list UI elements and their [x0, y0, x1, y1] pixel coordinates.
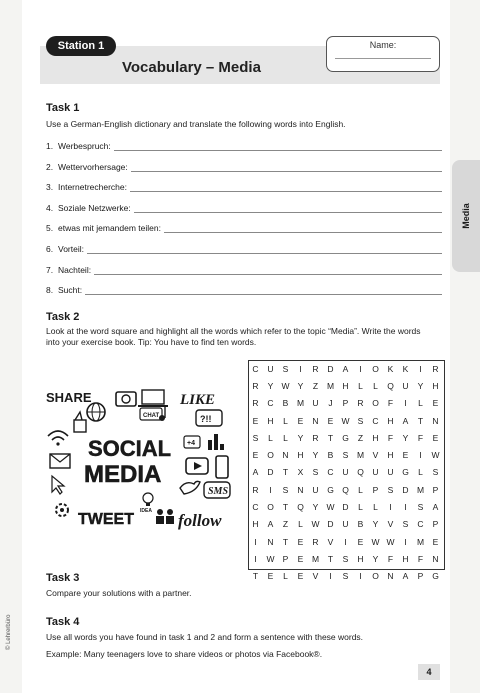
vocab-number: 6.: [46, 244, 54, 254]
word-square-cell[interactable]: I: [419, 450, 422, 461]
word-square-cell[interactable]: E: [252, 415, 259, 426]
social-media-collage: [44, 384, 236, 532]
word-square-cell[interactable]: T: [282, 467, 289, 478]
word-square-cell[interactable]: E: [357, 536, 364, 547]
word-square-cell[interactable]: I: [404, 502, 407, 513]
word-square-cell[interactable]: A: [252, 467, 259, 478]
video-play-icon: [186, 458, 208, 474]
word-square-cell[interactable]: M: [416, 484, 425, 495]
vocab-word: Internetrecherche:: [58, 182, 127, 193]
vocab-item: [46, 223, 442, 235]
name-label: Name:: [369, 40, 397, 50]
laptop-icon: [138, 390, 168, 406]
word-square-cell[interactable]: N: [282, 450, 289, 461]
word-square-cell[interactable]: D: [327, 519, 334, 530]
word-square-cell[interactable]: I: [269, 484, 272, 495]
word-square-cell[interactable]: L: [358, 380, 363, 391]
word-square-cell[interactable]: H: [342, 380, 349, 391]
word-square-cell[interactable]: O: [372, 398, 379, 409]
page-number: 4: [418, 664, 440, 680]
word-square-cell[interactable]: C: [252, 363, 259, 374]
word-square-cell[interactable]: A: [402, 571, 409, 582]
vocab-item: [46, 244, 442, 256]
word-square-cell[interactable]: Y: [267, 380, 274, 391]
globe-icon: [87, 403, 105, 421]
word-square-cell[interactable]: T: [282, 502, 289, 513]
cursor-icon: [52, 476, 64, 494]
word-square-cell[interactable]: H: [252, 519, 259, 530]
word-square-cell[interactable]: H: [387, 415, 394, 426]
word-square-row: [248, 412, 443, 429]
word-square-cell[interactable]: F: [387, 432, 394, 443]
word-square-cell[interactable]: A: [432, 502, 439, 513]
word-square-cell[interactable]: N: [312, 415, 319, 426]
word-square-cell[interactable]: Q: [342, 484, 349, 495]
name-line: [335, 58, 431, 59]
word-square-cell[interactable]: H: [357, 553, 364, 564]
task3-heading: Task 3: [46, 572, 80, 584]
word-square-cell[interactable]: O: [372, 363, 379, 374]
vocab-word: Wettervorhersage:: [58, 161, 128, 172]
word-square-cell[interactable]: O: [267, 450, 274, 461]
task2-instruction-line1: Look at the word square and highlight all the words which refer to the topic “Media”. Write the words: [46, 326, 421, 336]
word-square-cell[interactable]: Y: [297, 432, 304, 443]
collage-media: MEDIA: [84, 461, 162, 488]
word-square-cell[interactable]: C: [372, 415, 379, 426]
word-square-cell[interactable]: M: [296, 398, 305, 409]
word-square-cell[interactable]: S: [402, 519, 409, 530]
word-square-cell[interactable]: P: [282, 553, 289, 564]
collage-idea: IDEA: [140, 508, 152, 514]
word-square-cell[interactable]: U: [267, 363, 274, 374]
vocab-word: etwas mit jemandem teilen:: [58, 223, 161, 234]
word-square-cell[interactable]: L: [358, 502, 363, 513]
word-square-cell[interactable]: A: [342, 363, 349, 374]
word-square-cell[interactable]: T: [282, 536, 289, 547]
word-square-cell[interactable]: S: [432, 467, 439, 478]
word-square-cell[interactable]: O: [372, 571, 379, 582]
word-square-cell[interactable]: S: [342, 553, 349, 564]
collage-social: SOCIAL: [88, 436, 172, 461]
word-square-cell[interactable]: E: [252, 450, 259, 461]
people-icon: [156, 509, 174, 524]
word-square-cell[interactable]: V: [327, 536, 334, 547]
word-square-cell[interactable]: G: [342, 432, 349, 443]
word-square-cell[interactable]: A: [402, 415, 409, 426]
word-square-cell[interactable]: S: [252, 432, 259, 443]
word-square-cell[interactable]: M: [356, 450, 365, 461]
word-square-row: [248, 464, 443, 481]
word-square-cell[interactable]: I: [419, 363, 422, 374]
copyright: © Lehrerbüro: [6, 614, 12, 650]
word-square-cell[interactable]: N: [387, 571, 394, 582]
word-square-cell[interactable]: L: [283, 415, 288, 426]
word-square-cell[interactable]: C: [267, 398, 274, 409]
word-square-cell[interactable]: Y: [312, 502, 319, 513]
word-square-row: [248, 568, 443, 585]
word-square-cell[interactable]: L: [418, 398, 423, 409]
word-square-cell[interactable]: C: [327, 467, 334, 478]
word-square-row: [248, 395, 443, 412]
word-square-cell[interactable]: D: [402, 484, 409, 495]
word-square-cell[interactable]: Q: [297, 502, 304, 513]
word-square-cell[interactable]: P: [417, 571, 424, 582]
task4-heading: Task 4: [46, 616, 80, 628]
word-square-cell[interactable]: L: [358, 484, 363, 495]
word-square-cell[interactable]: H: [402, 553, 409, 564]
word-square-cell[interactable]: H: [387, 450, 394, 461]
word-square-cell[interactable]: Y: [402, 432, 409, 443]
word-square: [248, 360, 443, 585]
vocab-item: [46, 141, 442, 153]
word-square-cell[interactable]: N: [432, 553, 439, 564]
word-square-cell[interactable]: W: [326, 502, 335, 513]
word-square-cell[interactable]: S: [282, 484, 289, 495]
word-square-row: [248, 533, 443, 550]
word-square-cell[interactable]: F: [387, 398, 394, 409]
word-square-cell[interactable]: B: [327, 450, 334, 461]
gear-icon: [56, 504, 68, 516]
word-square-cell[interactable]: I: [254, 553, 257, 564]
vocab-item: [46, 182, 442, 194]
word-square-cell[interactable]: I: [404, 536, 407, 547]
word-square-cell[interactable]: E: [297, 553, 304, 564]
vocab-answer-line[interactable]: [94, 274, 442, 275]
word-square-cell[interactable]: I: [254, 536, 257, 547]
vocab-word: Werbespruch:: [58, 141, 111, 151]
vocab-item: [46, 285, 442, 297]
task3-instruction: Compare your solutions with a partner.: [46, 588, 192, 598]
word-square-cell[interactable]: C: [252, 502, 259, 513]
collage-chat: CHAT: [143, 413, 160, 419]
word-square-cell[interactable]: I: [344, 536, 347, 547]
vocab-answer-line[interactable]: [131, 171, 442, 172]
word-square-cell[interactable]: Q: [357, 467, 364, 478]
word-square-cell[interactable]: R: [312, 536, 319, 547]
word-square-cell[interactable]: D: [342, 502, 349, 513]
word-square-cell[interactable]: N: [297, 484, 304, 495]
word-square-cell[interactable]: P: [372, 484, 379, 495]
word-square-cell[interactable]: U: [342, 519, 349, 530]
wifi-icon: [48, 431, 68, 446]
task4-example: Example: Many teenagers love to share videos or photos via Facebook®.: [46, 649, 323, 659]
word-square-cell[interactable]: S: [342, 571, 349, 582]
word-square-cell[interactable]: G: [327, 484, 334, 495]
vocab-number: 8.: [46, 285, 54, 296]
name-field[interactable]: [326, 36, 440, 72]
word-square-cell[interactable]: E: [402, 450, 409, 461]
word-square-cell[interactable]: S: [282, 363, 289, 374]
word-square-cell[interactable]: C: [417, 519, 424, 530]
word-square-cell[interactable]: N: [267, 536, 274, 547]
word-square-cell[interactable]: S: [357, 415, 364, 426]
word-square-cell[interactable]: D: [267, 467, 274, 478]
word-square-cell[interactable]: L: [298, 519, 303, 530]
word-square-cell[interactable]: U: [387, 467, 394, 478]
vocab-number: 2.: [46, 161, 54, 172]
word-square-cell[interactable]: W: [431, 450, 440, 461]
word-square-cell[interactable]: R: [252, 380, 259, 391]
word-square-cell[interactable]: E: [297, 571, 304, 582]
word-square-cell[interactable]: E: [267, 571, 274, 582]
word-square-cell[interactable]: E: [432, 398, 439, 409]
word-square-cell[interactable]: U: [372, 467, 379, 478]
envelope-icon: [50, 454, 70, 468]
word-square-cell[interactable]: T: [252, 571, 259, 582]
word-square-cell[interactable]: U: [312, 484, 319, 495]
collage-like: LIKE: [180, 392, 216, 408]
side-tab-label: Media: [461, 203, 471, 229]
vocab-item: [46, 162, 442, 174]
word-square-cell[interactable]: Z: [312, 380, 319, 391]
station-badge: Station 1: [46, 36, 116, 56]
page-title: Vocabulary – Media: [122, 59, 261, 76]
collage-exclaim: ?!!: [200, 414, 212, 424]
word-square-cell[interactable]: W: [266, 553, 275, 564]
bar-chart-icon: [208, 434, 224, 450]
word-square-cell[interactable]: L: [283, 432, 288, 443]
word-square-row: [248, 377, 443, 394]
word-square-cell[interactable]: S: [387, 484, 394, 495]
word-square-cell[interactable]: V: [372, 450, 379, 461]
word-square-cell[interactable]: Y: [297, 380, 304, 391]
word-square-cell[interactable]: G: [432, 571, 439, 582]
word-square-cell[interactable]: R: [252, 398, 259, 409]
word-square-cell[interactable]: E: [432, 432, 439, 443]
word-square-cell[interactable]: M: [311, 553, 320, 564]
word-square-cell[interactable]: L: [268, 432, 273, 443]
vocab-number: 4.: [46, 202, 54, 213]
task2-heading: Task 2: [46, 311, 80, 323]
word-square-cell[interactable]: H: [297, 450, 304, 461]
word-square-cell[interactable]: E: [297, 536, 304, 547]
word-square-cell[interactable]: E: [432, 536, 439, 547]
vocab-word: Sucht:: [58, 285, 83, 296]
word-square-cell[interactable]: W: [386, 536, 395, 547]
word-square-cell[interactable]: K: [402, 363, 409, 374]
vocab-number: 3.: [46, 182, 54, 193]
word-square-row: [248, 429, 443, 446]
word-square-cell[interactable]: M: [326, 380, 335, 391]
word-square-cell[interactable]: Z: [282, 519, 289, 530]
word-square-row: [248, 446, 443, 463]
word-square-cell[interactable]: R: [432, 363, 439, 374]
word-square-cell[interactable]: B: [357, 519, 364, 530]
vocab-word: Vorteil:: [58, 244, 84, 254]
word-square-cell[interactable]: R: [312, 363, 319, 374]
word-square-row: [248, 481, 443, 498]
word-square-cell[interactable]: S: [312, 467, 319, 478]
thumbs-up-icon: [74, 412, 86, 432]
collage-share: SHARE: [46, 390, 92, 405]
word-square-cell[interactable]: W: [281, 380, 290, 391]
word-square-cell[interactable]: D: [327, 363, 334, 374]
word-square-cell[interactable]: P: [432, 484, 439, 495]
camera-icon: [116, 392, 136, 406]
vocab-answer-line[interactable]: [130, 191, 442, 192]
word-square-cell[interactable]: S: [342, 450, 349, 461]
collage-sms: SMS: [208, 486, 229, 497]
vocab-answer-line[interactable]: [114, 150, 442, 151]
word-square-cell[interactable]: W: [371, 536, 380, 547]
word-square-cell[interactable]: I: [359, 363, 362, 374]
word-square-cell[interactable]: G: [402, 467, 409, 478]
word-square-row: [248, 498, 443, 515]
word-square-cell[interactable]: F: [417, 432, 424, 443]
lightbulb-icon: [143, 493, 153, 506]
word-square-cell[interactable]: P: [432, 519, 439, 530]
word-square-cell[interactable]: Z: [357, 432, 364, 443]
vocab-number: 7.: [46, 264, 54, 275]
vocab-item: [46, 265, 442, 277]
vocab-answer-line[interactable]: [87, 253, 442, 254]
word-square-cell[interactable]: Y: [372, 553, 379, 564]
word-square-cell[interactable]: L: [418, 467, 423, 478]
word-square-cell[interactable]: T: [327, 432, 334, 443]
word-square-cell[interactable]: F: [387, 553, 394, 564]
collage-plus4: +4: [187, 440, 195, 447]
word-square-cell[interactable]: I: [404, 398, 407, 409]
word-square-cell[interactable]: P: [342, 398, 349, 409]
word-square-cell[interactable]: V: [387, 519, 394, 530]
vocab-answer-line[interactable]: [134, 212, 442, 213]
vocab-number: 5.: [46, 223, 54, 234]
word-square-cell[interactable]: U: [312, 398, 319, 409]
vocab-word: Nachteil:: [58, 264, 92, 275]
word-square-cell[interactable]: V: [312, 571, 319, 582]
word-square-cell[interactable]: S: [417, 502, 424, 513]
word-square-cell[interactable]: Y: [372, 519, 379, 530]
word-square-cell[interactable]: K: [387, 363, 394, 374]
word-square-cell[interactable]: U: [342, 467, 349, 478]
word-square-cell[interactable]: O: [267, 502, 274, 513]
vocab-word: Soziale Netzwerke:: [58, 202, 131, 213]
word-square-cell[interactable]: X: [297, 467, 304, 478]
phone-icon: [216, 456, 228, 478]
collage-tweet: TWEET: [78, 511, 134, 528]
vocab-answer-line[interactable]: [85, 294, 442, 295]
vocab-number: 1.: [46, 141, 54, 151]
word-square-cell[interactable]: R: [357, 398, 364, 409]
word-square-cell[interactable]: M: [416, 536, 425, 547]
bird-icon: [180, 481, 200, 494]
word-square-cell[interactable]: I: [329, 571, 332, 582]
word-square-cell[interactable]: A: [267, 519, 274, 530]
word-square-cell[interactable]: N: [432, 415, 439, 426]
word-square-cell[interactable]: Y: [312, 450, 319, 461]
word-square-row: [248, 516, 443, 533]
task1-heading: Task 1: [46, 102, 80, 114]
word-square-cell[interactable]: E: [297, 415, 304, 426]
word-square-cell[interactable]: L: [283, 571, 288, 582]
word-square-cell[interactable]: Y: [417, 380, 424, 391]
word-square-cell[interactable]: W: [341, 415, 350, 426]
word-square-cell[interactable]: H: [372, 432, 379, 443]
word-square-row: [248, 550, 443, 567]
word-square-cell[interactable]: I: [299, 363, 302, 374]
word-square-cell[interactable]: Q: [387, 380, 394, 391]
vocab-answer-line[interactable]: [164, 232, 442, 233]
word-square-cell[interactable]: J: [328, 398, 333, 409]
task1-instruction: Use a German-English dictionary and translate the following words into English.: [46, 119, 346, 129]
word-square-cell[interactable]: I: [359, 571, 362, 582]
word-square-cell[interactable]: F: [417, 553, 424, 564]
word-square-cell[interactable]: W: [311, 519, 320, 530]
side-tab-media: [452, 160, 480, 272]
word-square-cell[interactable]: R: [312, 432, 319, 443]
word-square-cell[interactable]: I: [389, 502, 392, 513]
task4-instruction: Use all words you have found in task 1 and 2 and form a sentence with these words.: [46, 632, 364, 642]
collage-follow: follow: [178, 511, 222, 530]
word-square-cell[interactable]: B: [282, 398, 289, 409]
word-square-cell[interactable]: T: [327, 553, 334, 564]
vocab-item: [46, 203, 442, 215]
word-square-cell[interactable]: L: [373, 502, 378, 513]
word-square-cell[interactable]: R: [252, 484, 259, 495]
word-square-cell[interactable]: E: [327, 415, 334, 426]
word-square-cell[interactable]: H: [432, 380, 439, 391]
word-square-cell[interactable]: H: [267, 415, 274, 426]
task2-instruction-line2: into your exercise book. Tip: You have to find ten words.: [46, 337, 257, 347]
word-square-cell[interactable]: L: [373, 380, 378, 391]
word-square-row: [248, 360, 443, 377]
word-square-cell[interactable]: U: [402, 380, 409, 391]
word-square-cell[interactable]: T: [417, 415, 424, 426]
